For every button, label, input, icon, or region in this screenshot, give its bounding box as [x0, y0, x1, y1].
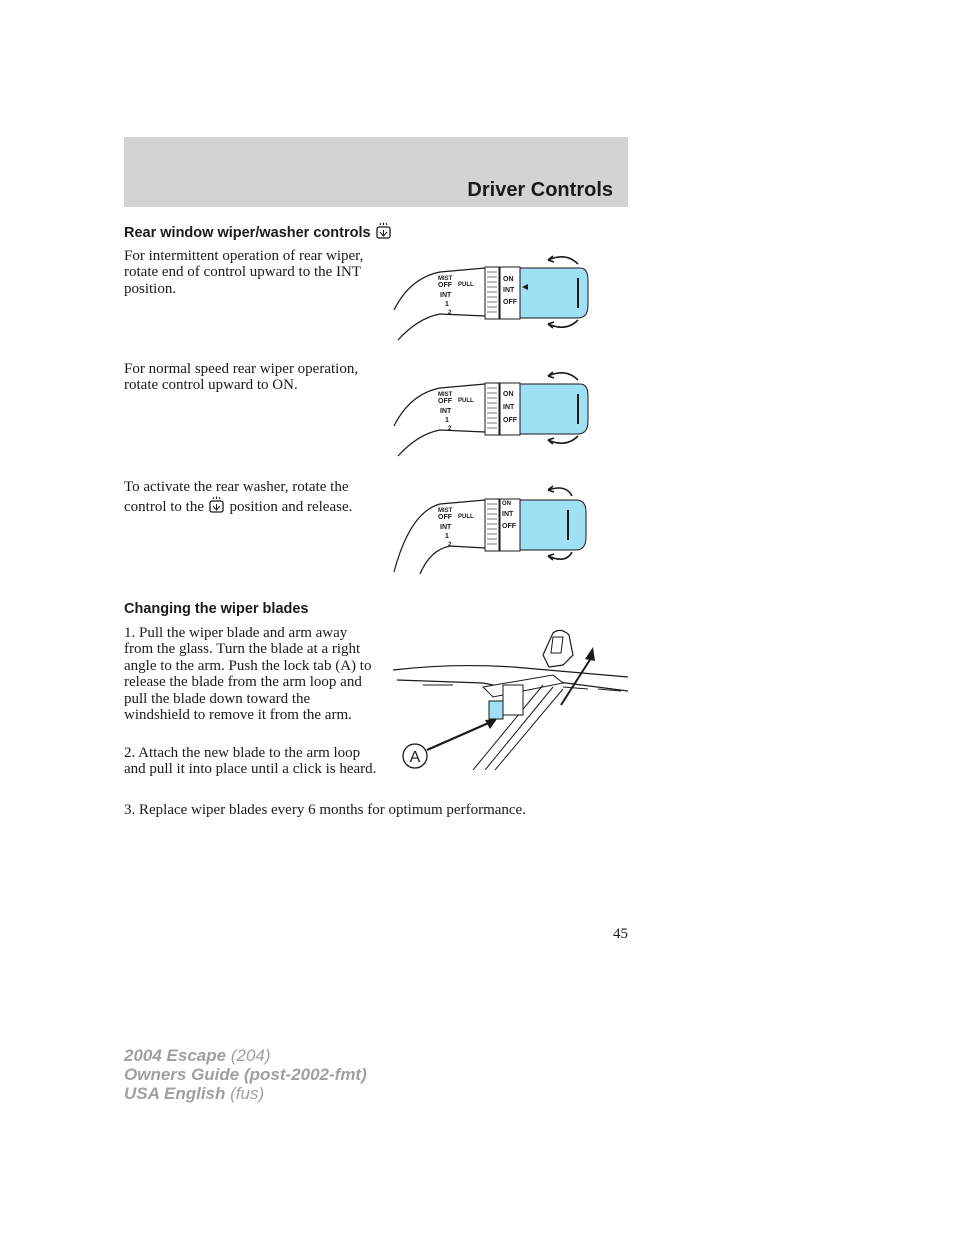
normal-speed-paragraph: For normal speed rear wiper operation, rotate control upward to ON.	[124, 361, 359, 394]
rear-washer-icon	[375, 222, 393, 240]
rear-wiper-heading-text: Rear window wiper/washer controls	[124, 225, 371, 241]
stalk-label-on: ON	[503, 276, 514, 283]
intermittent-paragraph: For intermittent operation of rear wiper, rotate end of control upward to the INT position.	[124, 248, 364, 297]
stalk-label-int: INT	[440, 408, 452, 415]
footer-language: USA English	[124, 1084, 226, 1103]
footer-guide: Owners Guide (post-2002-fmt)	[124, 1065, 367, 1084]
stalk-label-1: 1	[445, 417, 449, 424]
stalk-label-off: OFF	[438, 514, 452, 521]
blade-step-1: 1. Pull the wiper blade and arm away from the glass. Turn the blade at a right angle to the arm. Push the lock tab (A) to release the blade from the arm loop and pull the blade down toward the windshield to remove it from the arm.	[124, 625, 372, 724]
stalk-label-rear-int: INT	[503, 287, 515, 294]
stalk-label-off: OFF	[438, 398, 452, 405]
wiper-blades-heading: Changing the wiper blades	[124, 601, 309, 617]
stalk-label-1: 1	[445, 533, 449, 540]
section-header	[124, 137, 628, 207]
footer-line-1	[124, 1046, 367, 1065]
stalk-label-mist: MIST	[438, 508, 453, 514]
stalk-label-on: ON	[503, 391, 514, 398]
stalk-label-mist: MIST	[438, 276, 453, 282]
washer-text-before: To activate the rear washer, rotate the control to the	[124, 479, 349, 515]
stalk-label-2: 2	[448, 426, 452, 432]
stalk-label-1: 1	[445, 301, 449, 308]
stalk-label-rear-off: OFF	[503, 299, 517, 306]
stalk-figure-on	[390, 366, 600, 461]
stalk-figure-washer	[390, 482, 600, 577]
blade-step-2: 2. Attach the new blade to the arm loop and pull it into place until a click is heard.	[124, 745, 377, 778]
stalk-label-int: INT	[440, 292, 452, 299]
stalk-label-rear-int: INT	[502, 511, 514, 518]
page-number: 45	[613, 926, 628, 942]
washer-text-after: position and release.	[229, 499, 353, 515]
stalk-label-mist: MIST	[438, 392, 453, 398]
stalk-label-rear-off: OFF	[503, 417, 517, 424]
rear-wiper-heading	[124, 222, 393, 241]
stalk-figure-int	[390, 250, 600, 345]
stalk-label-rear-int: INT	[503, 404, 515, 411]
washer-paragraph	[124, 478, 374, 516]
wiper-blade-figure	[393, 625, 628, 770]
section-title: Driver Controls	[467, 179, 613, 201]
footer-model: 2004 Escape	[124, 1046, 227, 1065]
footer-model-code: (204)	[230, 1046, 271, 1065]
rear-washer-inline-icon	[208, 496, 226, 514]
stalk-label-off: OFF	[438, 282, 452, 289]
stalk-label-2: 2	[448, 542, 452, 548]
stalk-label-pull: PULL	[458, 514, 474, 520]
stalk-label-2: 2	[448, 310, 452, 316]
blade-step-3: 3. Replace wiper blades every 6 months for optimum performance.	[124, 802, 526, 818]
footer-line-2	[124, 1065, 367, 1084]
lock-tab-callout: A	[409, 749, 421, 766]
footer-language-code: (fus)	[230, 1084, 265, 1103]
stalk-label-pull: PULL	[458, 398, 474, 404]
document-footer	[124, 1046, 367, 1103]
stalk-label-pull: PULL	[458, 282, 474, 288]
stalk-label-on: ON	[502, 501, 511, 507]
footer-line-3	[124, 1084, 367, 1103]
stalk-label-rear-off: OFF	[502, 523, 516, 530]
stalk-label-int: INT	[440, 524, 452, 531]
